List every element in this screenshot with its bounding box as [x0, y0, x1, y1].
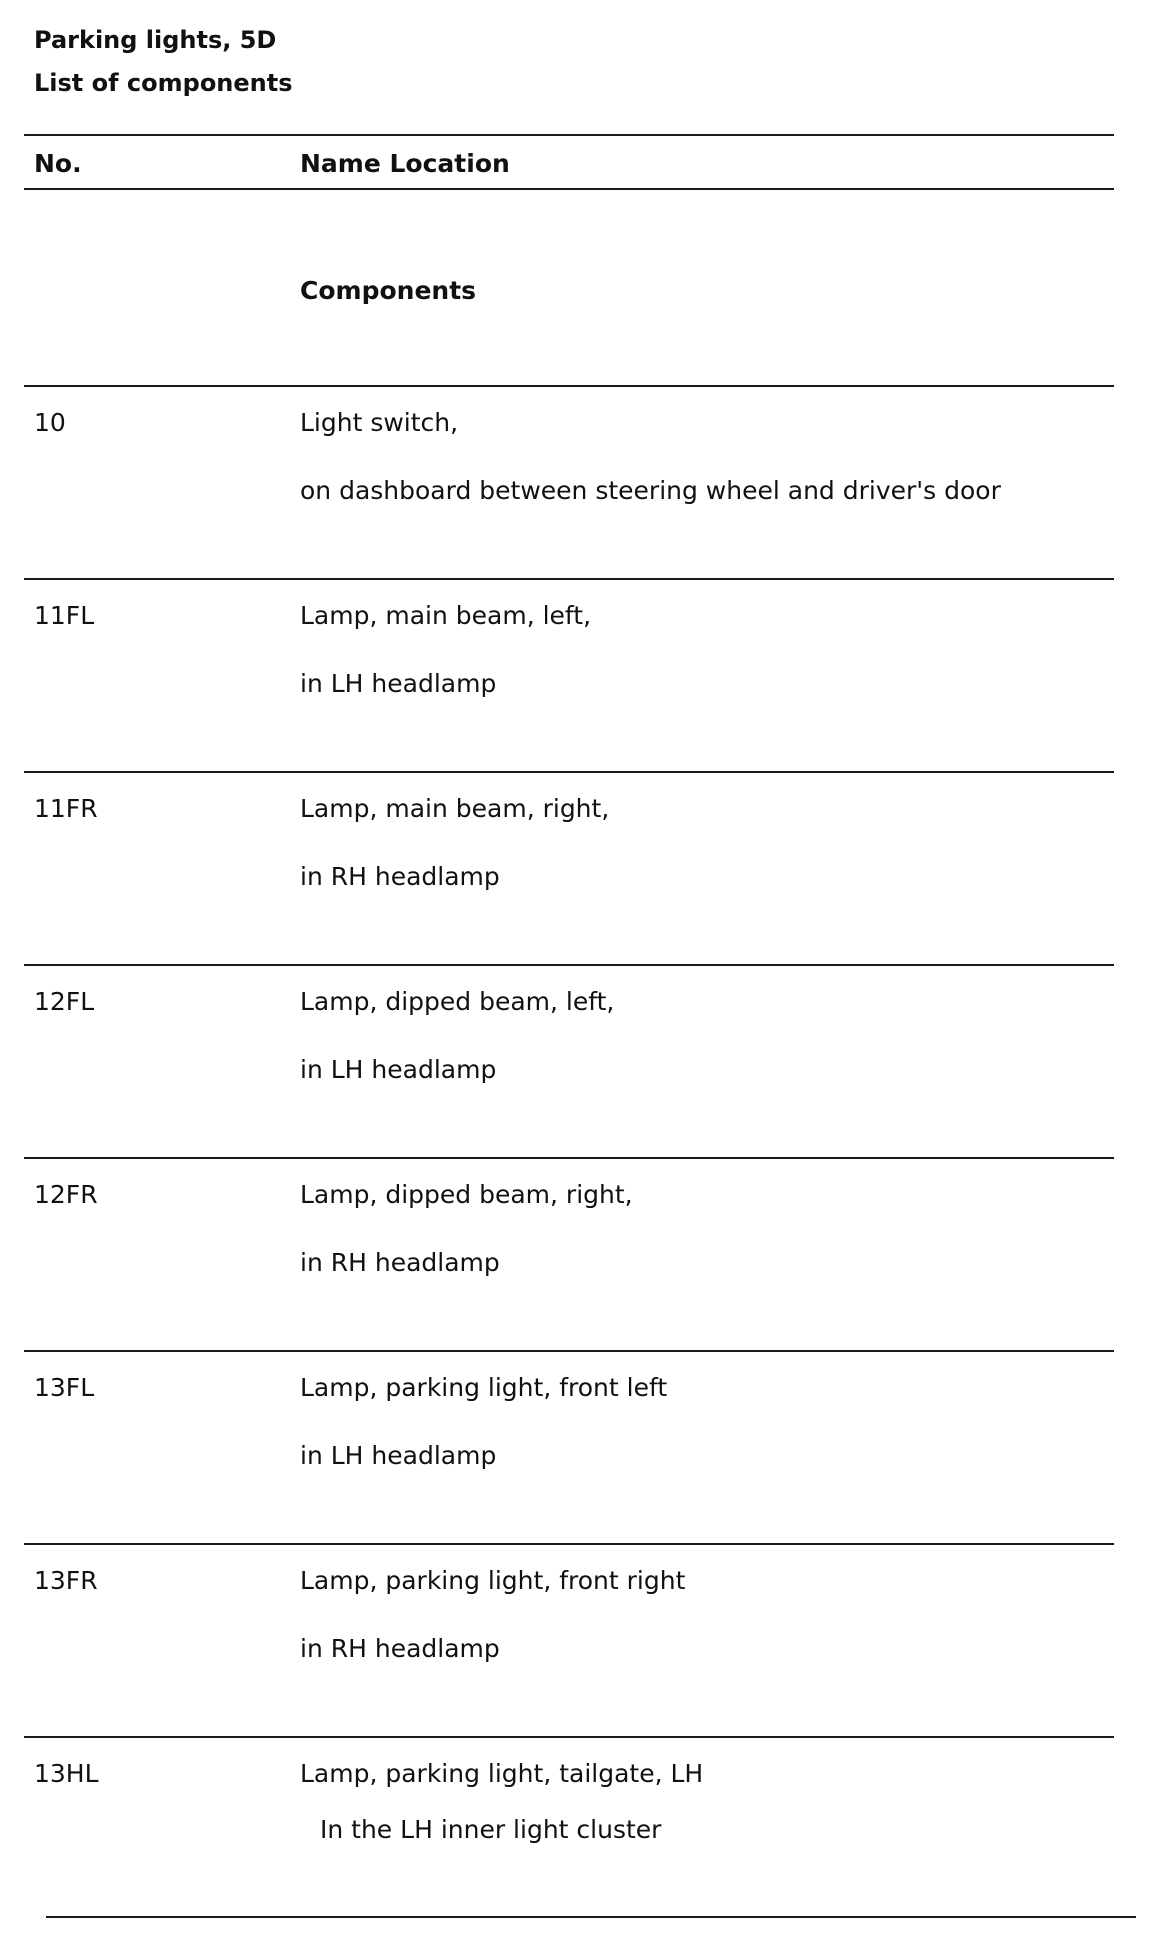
column-header-name-location: Name Location	[300, 149, 510, 178]
row-name: Lamp, dipped beam, left,	[300, 987, 615, 1016]
table-row	[0, 1157, 1152, 1317]
row-location: in RH headlamp	[300, 862, 500, 891]
row-number: 13FR	[34, 1566, 98, 1595]
row-number: 12FR	[34, 1180, 98, 1209]
row-name: Lamp, parking light, front left	[300, 1373, 668, 1402]
row-divider	[24, 1736, 1114, 1738]
table-row	[0, 578, 1152, 738]
row-number: 11FL	[34, 601, 95, 630]
table-row	[0, 1736, 1152, 1896]
row-location: In the LH inner light cluster	[320, 1815, 662, 1844]
row-location: in RH headlamp	[300, 1634, 500, 1663]
row-name: Lamp, main beam, right,	[300, 794, 610, 823]
row-location: on dashboard between steering wheel and driver's door	[300, 476, 1001, 505]
document-title: Parking lights, 5D	[34, 26, 277, 54]
row-divider	[24, 1350, 1114, 1352]
row-divider	[24, 964, 1114, 966]
row-name: Lamp, parking light, tailgate, LH	[300, 1759, 704, 1788]
row-number: 12FL	[34, 987, 95, 1016]
row-divider	[24, 578, 1114, 580]
row-number: 10	[34, 408, 66, 437]
row-number: 11FR	[34, 794, 98, 823]
table-row	[0, 964, 1152, 1124]
row-number: 13FL	[34, 1373, 95, 1402]
row-divider	[24, 385, 1114, 387]
table-row	[0, 1350, 1152, 1510]
row-location: in LH headlamp	[300, 1441, 497, 1470]
row-number: 13HL	[34, 1759, 99, 1788]
row-divider	[24, 771, 1114, 773]
row-location: in RH headlamp	[300, 1248, 500, 1277]
section-label-components: Components	[300, 276, 477, 305]
row-location: in LH headlamp	[300, 1055, 497, 1084]
row-name: Lamp, parking light, front right	[300, 1566, 686, 1595]
row-divider	[24, 1543, 1114, 1545]
header-bottom-rule	[24, 188, 1114, 190]
row-name: Lamp, dipped beam, right,	[300, 1180, 633, 1209]
table-row	[0, 771, 1152, 931]
table-row	[0, 1543, 1152, 1703]
column-header-no: No.	[34, 149, 82, 178]
table-bottom-rule	[46, 1916, 1136, 1918]
row-name: Light switch,	[300, 408, 459, 437]
row-location: in LH headlamp	[300, 669, 497, 698]
table-top-rule	[24, 134, 1114, 136]
table-row	[0, 385, 1152, 545]
row-name: Lamp, main beam, left,	[300, 601, 592, 630]
document-subtitle: List of components	[34, 69, 293, 97]
row-divider	[24, 1157, 1114, 1159]
